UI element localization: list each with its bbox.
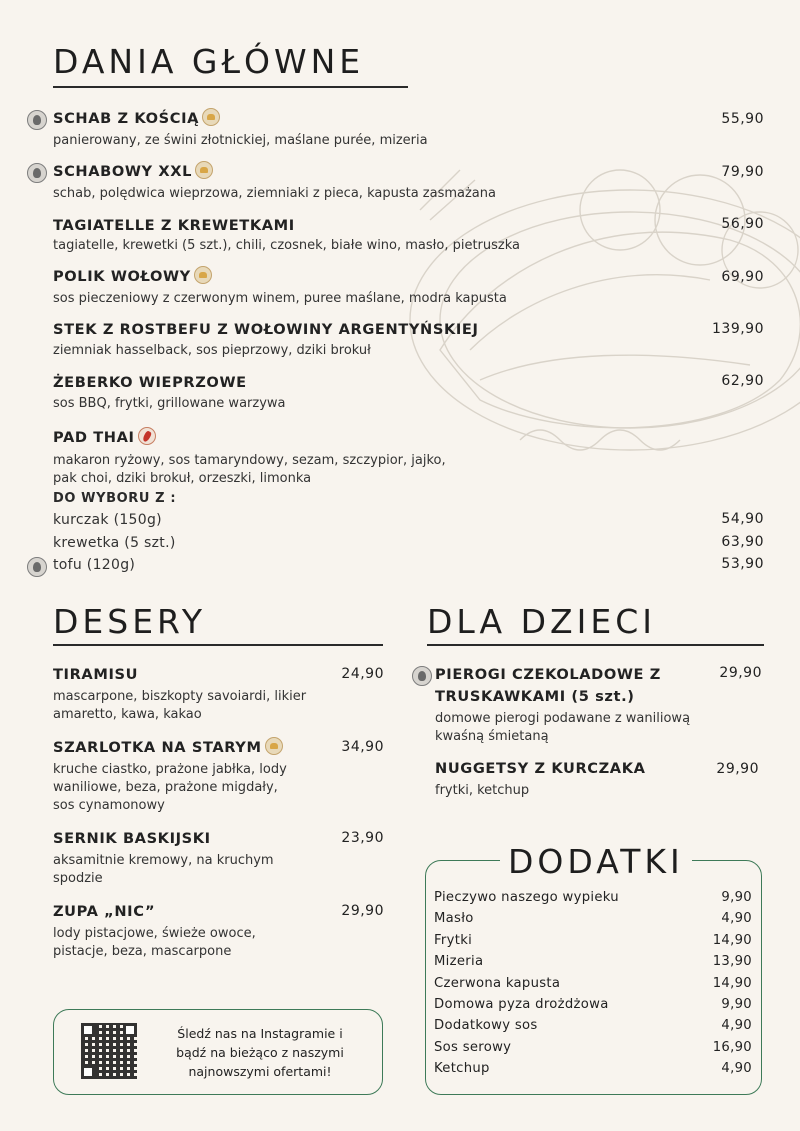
dessert-price: 23,90 (341, 830, 384, 846)
dessert-name: TIRAMISU (53, 666, 139, 683)
side-row (434, 1061, 752, 1076)
pig-icon (27, 163, 47, 183)
side-price: 4,90 (721, 1018, 752, 1033)
instagram-text (160, 1024, 360, 1081)
desserts-section-title: DESERY (53, 602, 207, 641)
dessert-desc: pistacje, beza, mascarpone (53, 944, 232, 959)
side-row (434, 954, 752, 969)
sides-title-wrap (500, 842, 692, 881)
side-row (434, 1018, 752, 1033)
menu-item-price: 62,90 (721, 373, 764, 389)
kids-item-desc: frytki, ketchup (435, 783, 530, 798)
vegan-icon (412, 666, 432, 686)
side-price: 13,90 (712, 954, 752, 969)
dessert-desc: spodzie (53, 871, 103, 886)
side-name: Frytki (434, 933, 473, 948)
side-price: 4,90 (721, 911, 752, 926)
instagram-line: bądź na bieżąco z naszymi (176, 1045, 344, 1060)
option-price: 53,90 (721, 556, 764, 572)
kids-item-desc: kwaśną śmietaną (435, 729, 549, 744)
dessert-desc: amaretto, kawa, kakao (53, 707, 202, 722)
chef-recommendation-icon (194, 266, 212, 284)
menu-item-desc: pak choi, dziki brokuł, orzeszki, limonka (53, 471, 312, 486)
side-price: 4,90 (721, 1061, 752, 1076)
dessert-desc: waniliowe, beza, prażone migdały, (53, 780, 278, 795)
option-name: tofu (120g) (53, 557, 136, 573)
vegan-icon (27, 557, 47, 577)
side-name: Domowa pyza drożdżowa (434, 997, 609, 1012)
side-name: Czerwona kapusta (434, 976, 561, 991)
menu-item-name: TAGIATELLE Z KREWETKAMI (53, 217, 295, 234)
kids-item-name: TRUSKAWKAMI (5 szt.) (435, 688, 635, 705)
dessert-name: ZUPA „NIC” (53, 903, 156, 920)
dessert-desc: aksamitnie kremowy, na kruchym (53, 853, 274, 868)
menu-item-name: SCHABOWY XXL (53, 163, 213, 181)
menu-item-desc: sos pieczeniowy z czerwonym winem, puree maślane, modra kapusta (53, 291, 507, 306)
side-row (434, 890, 752, 905)
chef-recommendation-icon (202, 108, 220, 126)
dessert-desc: lody pistacjowe, świeże owoce, (53, 926, 256, 941)
dessert-desc: sos cynamonowy (53, 798, 165, 813)
dessert-desc: kruche ciastko, prażone jabłka, lody (53, 762, 287, 777)
sides-section-title: DODATKI (508, 842, 684, 881)
main-section-rule (53, 86, 408, 88)
option-price: 63,90 (721, 534, 764, 550)
choice-label: DO WYBORU Z : (53, 491, 177, 506)
dessert-price: 29,90 (341, 903, 384, 919)
side-name: Pieczywo naszego wypieku (434, 890, 619, 905)
menu-item-desc: sos BBQ, frytki, grillowane warzywa (53, 396, 286, 411)
side-row (434, 1040, 752, 1055)
side-price: 14,90 (712, 976, 752, 991)
side-price: 16,90 (712, 1040, 752, 1055)
menu-item-price: 139,90 (712, 321, 764, 337)
side-row (434, 911, 752, 926)
option-price: 54,90 (721, 511, 764, 527)
side-price: 14,90 (712, 933, 752, 948)
dessert-price: 24,90 (341, 666, 384, 682)
side-row (434, 933, 752, 948)
menu-item-price: 79,90 (721, 164, 764, 180)
menu-item-name: SCHAB Z KOŚCIĄ (53, 110, 220, 128)
main-section-title: DANIA GŁÓWNE (53, 42, 365, 81)
side-name: Ketchup (434, 1061, 490, 1076)
menu-item-desc: schab, polędwica wieprzowa, ziemniaki z pieca, kapusta zasmażana (53, 186, 496, 201)
dessert-name: SZARLOTKA NA STARYM (53, 739, 283, 757)
kids-item-price: 29,90 (719, 665, 762, 681)
menu-item-desc: panierowany, ze świni złotnickiej, maślane purée, mizeria (53, 133, 428, 148)
option-name: krewetka (5 szt.) (53, 535, 176, 551)
side-name: Sos serowy (434, 1040, 512, 1055)
qr-code-icon[interactable] (81, 1023, 137, 1079)
kids-item-desc: domowe pierogi podawane z waniliową (435, 711, 691, 726)
option-name: kurczak (150g) (53, 512, 162, 528)
menu-item-name: POLIK WOŁOWY (53, 268, 212, 286)
kids-item-name: PIEROGI CZEKOLADOWE Z (435, 666, 661, 683)
menu-item-price: 69,90 (721, 269, 764, 285)
side-name: Dodatkowy sos (434, 1018, 538, 1033)
kids-item-name: NUGGETSY Z KURCZAKA (435, 760, 646, 777)
side-name: Masło (434, 911, 474, 926)
side-row (434, 976, 752, 991)
dessert-price: 34,90 (341, 739, 384, 755)
menu-item-price: 56,90 (721, 216, 764, 232)
side-row (434, 997, 752, 1012)
instagram-line: najnowszymi ofertami! (188, 1064, 332, 1079)
chili-spicy-icon (138, 427, 156, 445)
side-name: Mizeria (434, 954, 484, 969)
side-price: 9,90 (721, 890, 752, 905)
dessert-name: SERNIK BASKIJSKI (53, 830, 211, 847)
chef-recommendation-icon (195, 161, 213, 179)
desserts-section-rule (53, 644, 383, 646)
chef-recommendation-icon (265, 737, 283, 755)
kids-section-rule (427, 644, 764, 646)
dessert-desc: mascarpone, biszkopty savoiardi, likier (53, 689, 307, 704)
kids-section-title: DLA DZIECI (427, 602, 656, 641)
menu-item-name: STEK Z ROSTBEFU Z WOŁOWINY ARGENTYŃSKIEJ (53, 321, 479, 338)
menu-item-desc: makaron ryżowy, sos tamaryndowy, sezam, szczypior, jajko, (53, 453, 446, 468)
kids-item-price: 29,90 (716, 761, 759, 777)
pig-icon (27, 110, 47, 130)
menu-item-name: ŻEBERKO WIEPRZOWE (53, 374, 247, 391)
menu-item-desc: ziemniak hasselback, sos pieprzowy, dziki brokuł (53, 343, 371, 358)
menu-item-price: 55,90 (721, 111, 764, 127)
menu-item-name: PAD THAI (53, 429, 156, 447)
instagram-line: Śledź nas na Instagramie i (177, 1026, 343, 1041)
side-price: 9,90 (721, 997, 752, 1012)
menu-item-desc: tagiatelle, krewetki (5 szt.), chili, czosnek, białe wino, masło, pietruszka (53, 238, 520, 253)
